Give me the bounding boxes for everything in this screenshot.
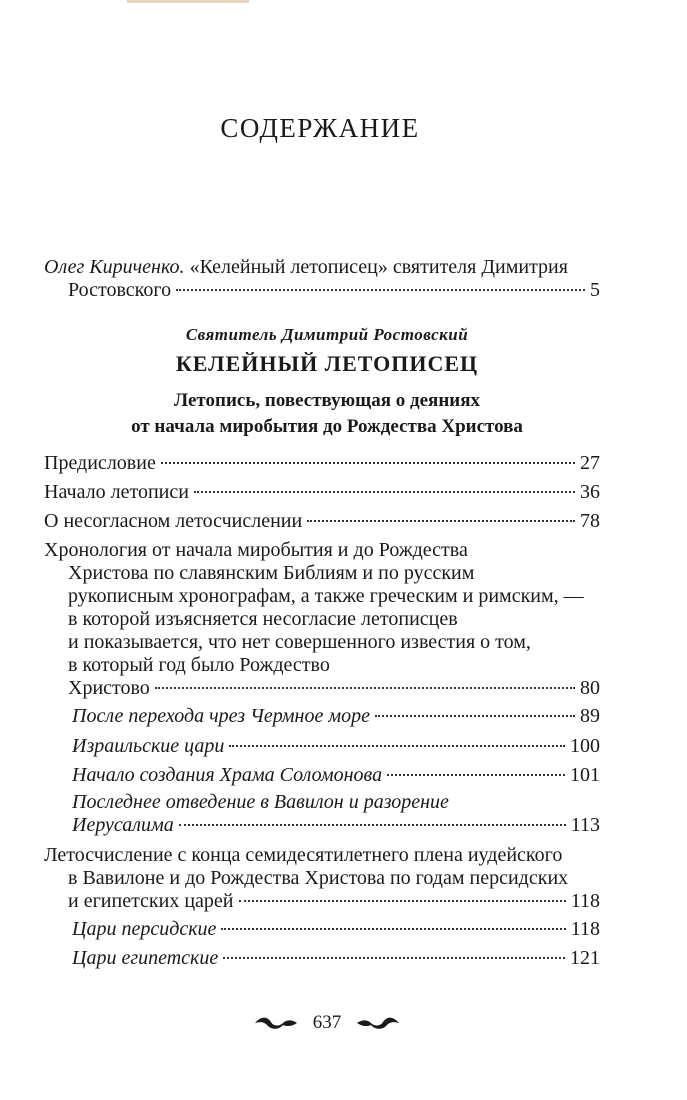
dot-leader bbox=[223, 957, 565, 959]
page-number: 36 bbox=[580, 481, 600, 503]
dot-leader bbox=[194, 491, 575, 493]
intro-author: Олег Кириченко. bbox=[44, 256, 185, 278]
toc-entry-babylon[interactable] bbox=[72, 791, 600, 837]
page-number: 5 bbox=[590, 279, 600, 301]
page-number-footer: 637 bbox=[312, 1012, 342, 1033]
page-number: 101 bbox=[570, 764, 600, 786]
intro-title-line2: Ростовского bbox=[68, 279, 172, 301]
page-number: 100 bbox=[570, 735, 600, 757]
entry-label: Цари египетские bbox=[72, 947, 219, 969]
entry-line: Летосчисление с конца семидесятилетнего плена иудейского bbox=[44, 844, 563, 866]
dot-leader bbox=[179, 824, 566, 826]
page-number: 118 bbox=[570, 890, 600, 912]
page-number: 121 bbox=[570, 947, 600, 969]
entry-line: Иерусалима bbox=[72, 814, 174, 836]
page-title: СОДЕРЖАНИЕ bbox=[220, 113, 420, 143]
right-ornament-icon bbox=[355, 1014, 401, 1032]
toc-entry-preface[interactable] bbox=[44, 452, 600, 475]
entry-line: рукописным хронографам, а также греческим и римским, — bbox=[68, 585, 584, 607]
entry-line: Христово bbox=[68, 677, 150, 699]
page-footer bbox=[0, 1012, 654, 1034]
dot-leader bbox=[155, 687, 575, 689]
book-title: КЕЛЕЙНЫЙ ЛЕТОПИСЕЦ bbox=[175, 351, 479, 376]
page-number: 118 bbox=[570, 918, 600, 940]
dot-leader bbox=[161, 462, 575, 464]
page-number: 113 bbox=[570, 814, 600, 836]
book-subtitle-line2: от начала миробытия до Рождества Христова bbox=[131, 416, 523, 437]
entry-label: О несогласном летосчислении bbox=[44, 510, 303, 532]
toc-entry-persian[interactable] bbox=[72, 918, 600, 941]
toc-entry-discord[interactable] bbox=[44, 510, 600, 533]
toc-entry-beginning[interactable] bbox=[44, 481, 600, 504]
dot-leader bbox=[229, 745, 565, 747]
entry-label: Предисловие bbox=[44, 452, 156, 474]
toc-entry-chronology[interactable] bbox=[44, 539, 600, 700]
page-number: 80 bbox=[580, 677, 600, 699]
toc-entry-egyptian[interactable] bbox=[72, 947, 600, 970]
dot-leader bbox=[221, 928, 565, 930]
dot-leader bbox=[387, 774, 565, 776]
toc-entry-captivity[interactable] bbox=[44, 844, 600, 913]
page-number: 78 bbox=[580, 510, 600, 532]
entry-line: в Вавилоне и до Рождества Христова по годам персидских bbox=[68, 867, 569, 889]
entry-label: Израильские цари bbox=[72, 735, 225, 757]
entry-line: в который год было Рождество bbox=[68, 654, 330, 676]
toc-entry-temple[interactable] bbox=[72, 764, 600, 787]
entry-line: Хронология от начала миробытия и до Рождества bbox=[44, 539, 468, 561]
entry-label: После перехода чрез Чермное море bbox=[72, 705, 370, 727]
entry-line: Последнее отведение в Вавилон и разорение bbox=[72, 791, 449, 813]
dot-leader bbox=[375, 715, 575, 717]
entry-line: и показывается, что нет совершенного известия о том, bbox=[68, 631, 531, 653]
entry-line: в которой изъясняется несогласие летописцев bbox=[68, 608, 458, 630]
entry-line: Христова по славянским Библиям и по русским bbox=[68, 562, 475, 584]
dot-leader bbox=[239, 900, 566, 902]
toc-entry-red-sea[interactable] bbox=[72, 705, 600, 728]
book-author: Святитель Димитрий Ростовский bbox=[185, 325, 469, 344]
left-ornament-icon bbox=[253, 1014, 299, 1032]
page-number: 89 bbox=[580, 705, 600, 727]
dot-leader bbox=[307, 520, 575, 522]
entry-label: Начало летописи bbox=[44, 481, 189, 503]
toc-entry-intro[interactable] bbox=[44, 256, 600, 302]
top-edge-mark bbox=[127, 0, 249, 3]
entry-label: Цари персидские bbox=[72, 918, 217, 940]
entry-label: Начало создания Храма Соломонова bbox=[72, 764, 383, 786]
intro-title-line1: «Келейный летописец» святителя Димитрия bbox=[184, 256, 568, 278]
page-number: 27 bbox=[580, 452, 600, 474]
entry-line: и египетских царей bbox=[68, 890, 234, 912]
book-subtitle-line1: Летопись, повествующая о деяниях bbox=[173, 390, 481, 411]
toc-entry-israel-kings[interactable] bbox=[72, 735, 600, 758]
dot-leader bbox=[176, 289, 585, 291]
